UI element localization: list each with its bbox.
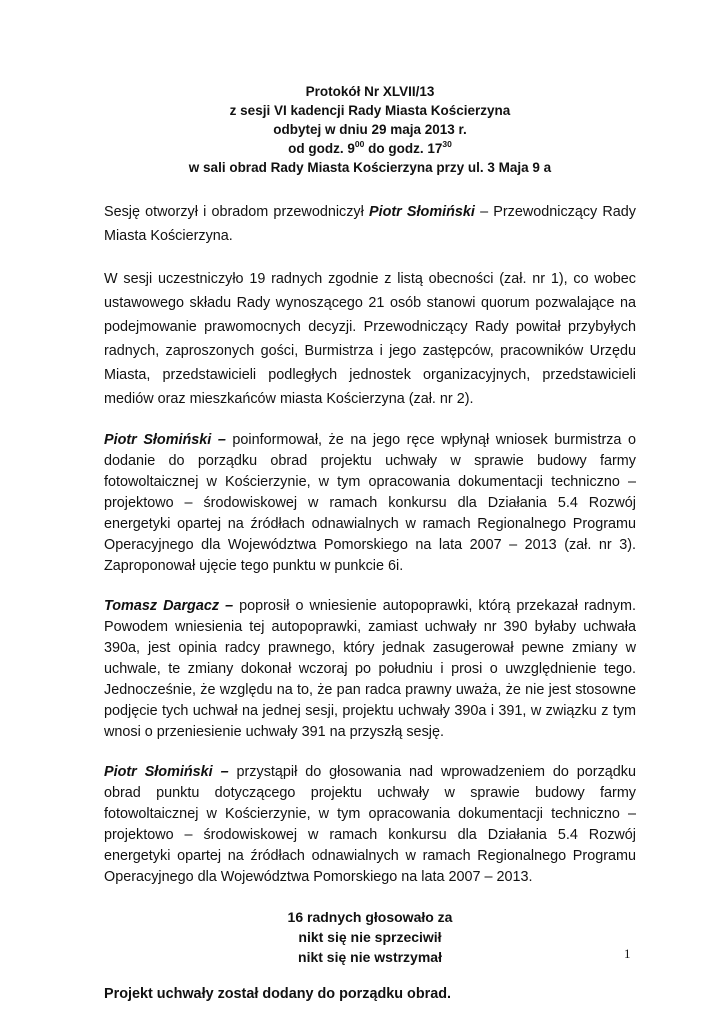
session-location: w sali obrad Rady Miasta Kościerzyna przy ul. 3 Maja 9 a <box>188 160 552 175</box>
protocol-number: Protokół Nr XLVII/13 <box>305 84 435 99</box>
vote-abstained: nikt się nie wstrzymał <box>298 949 442 965</box>
time-from-minutes: 00 <box>354 138 365 149</box>
document-header <box>104 82 636 177</box>
document-page <box>104 82 636 1005</box>
time-to-minutes: 30 <box>442 138 452 149</box>
session-info: z sesji VI kadencji Rady Miasta Kościerzyna <box>229 103 511 118</box>
paragraph-attendance: W sesji uczestniczyło 19 radnych zgodnie z listą obecności (zał. nr 1), co wobec ustawowego składu Rady wynoszącego 21 osób stanowi quorum pozwalające na podejmowanie prawomocnych decyzji. Przewodniczący Rady powitał przybyłych radnych, zaproszonych gości, Burmistrza i jego zastępców, pracowników Urzędu Miasta, przedstawicieli podległych jednostek organizacyjnych, przedstawicieli mediów oraz mieszkańców miasta Kościerzyna (zał. nr 2). <box>104 271 636 407</box>
speaker-name: Piotr Słomiński – <box>104 432 226 448</box>
speaker-name: Tomasz Dargacz – <box>104 598 234 614</box>
time-from: od godz. 9 <box>288 141 355 156</box>
session-date: odbytej w dniu 29 maja 2013 r. <box>273 122 467 137</box>
opening-text-end: – Przewodniczący Rady Miasta Kościerzyna. <box>104 204 636 244</box>
conclusion: Projekt uchwały został dodany do porządku obrad. <box>104 986 452 1002</box>
vote-for: 16 radnych głosowało za <box>287 909 453 925</box>
paragraph-opening <box>104 200 636 248</box>
paragraph-text: poprosił o wniesienie autopoprawki, którą przekazał radnym. Powodem wniesienia tej autopoprawki, zamiast uchwały nr 390 byłaby uchwała 390a, jest opinia radcy prawnego, który jednak zasugerował pewne zmiany w uchwale, te zmiany dokonał wczoraj po południu i prosi o uwzględnienie tego. Jednocześnie, że względu na to, że pan radca prawny uważa, że nie jest stosowne podjęcie tych uchwał na jednej sesji, projektu uchwały 390a i 391, w związku z tym wnosi o przeniesienie uchwały 391 na przyszłą sesję. <box>104 598 636 740</box>
time-to: do godz. 17 <box>364 141 443 156</box>
paragraph-text: poinformował, że na jego ręce wpłynął wniosek burmistrza o dodanie do porządku obrad projektu uchwały w sprawie budowy farmy fotowoltaicznej w Kościerzynie, w tym opracowania dokumentacji techniczno – projektowo – środowiskowej w ramach konkursu dla Działania 5.4 Rozwój energetyki opartej na źródłach odnawialnych w ramach Regionalnego Programu Operacyjnego dla Województwa Pomorskiego na lata 2007 – 2013 (zał. nr 3). Zaproponował ujęcie tego punktu w punkcie 6i. <box>104 432 636 574</box>
opening-text: Sesję otworzył i obradom przewodniczył <box>104 204 369 220</box>
speaker-name: Piotr Słomiński – <box>104 764 229 780</box>
paragraph-text: przystąpił do głosowania nad wprowadzeniem do porządku obrad punktu dotyczącego projektu uchwały w sprawie budowy farmy fotowoltaicznej w Kościerzynie, w tym opracowania dokumentacji techniczno – projektowo – środowiskowej w ramach konkursu dla Działania 5.4 Rozwój energetyki opartej na źródłach odnawialnych w ramach Regionalnego Programu Operacyjnego dla Województwa Pomorskiego na lata 2007 – 2013. <box>104 764 636 885</box>
vote-result <box>104 907 636 967</box>
page-number: 1 <box>624 946 631 961</box>
vote-against: nikt się nie sprzeciwił <box>298 929 442 945</box>
paragraph-motion <box>104 430 636 577</box>
paragraph-amendment <box>104 596 636 743</box>
session-time <box>104 139 636 158</box>
paragraph-vote-call <box>104 762 636 888</box>
speaker-name: Piotr Słomiński <box>368 204 475 220</box>
